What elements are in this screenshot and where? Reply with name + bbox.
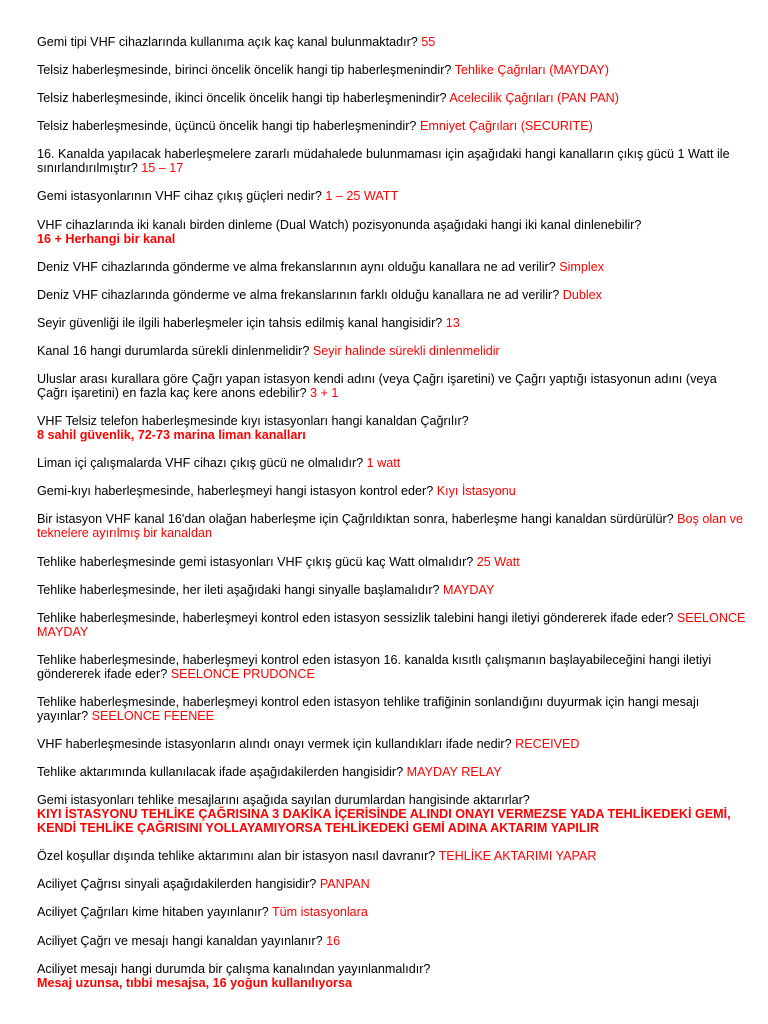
question-text: Telsiz haberleşmesinde, üçüncü öncelik hangi tip haberleşmenindir? bbox=[37, 119, 417, 134]
question-text: Gemi tipi VHF cihazlarında kullanıma açık kaç kanal bulunmaktadır? bbox=[37, 35, 418, 49]
answer-text: RECEIVED bbox=[515, 736, 580, 751]
question-text: VHF Telsiz telefon haberleşmesinde kıyı istasyonları hangi kanaldan Çağrılır? bbox=[37, 414, 469, 429]
answer-text: 15 – 17 bbox=[141, 161, 184, 176]
answer-text: 8 sahil güvenlik, 72-73 marina liman kanalları bbox=[37, 428, 306, 443]
question-text: VHF cihazlarında iki kanalı birden dinleme (Dual Watch) pozisyonunda aşağıdaki hangi iki kanal dinlenebilir? bbox=[37, 217, 642, 232]
question-text: Gemi istasyonları tehlike mesajlarını aşağıda sayılan durumlardan hangisinde aktarırlar? bbox=[37, 793, 530, 808]
answer-text: Boş olan ve teknelere ayırılmış bir kanaldan bbox=[37, 512, 743, 541]
qa-item bbox=[37, 189, 749, 203]
question-text: Telsiz haberleşmesinde, birinci öncelik öncelik hangi tip haberleşmenindir? bbox=[37, 63, 452, 78]
answer-text: Seyir halinde sürekli dinlenmelidir bbox=[312, 343, 500, 358]
question-text: Tehlike aktarımında kullanılacak ifade aşağıdakilerden hangisidir? bbox=[37, 765, 404, 780]
qa-item bbox=[37, 344, 749, 358]
answer-text: 16 bbox=[326, 933, 341, 948]
question-text: Tehlike haberleşmesinde gemi istasyonları VHF çıkış gücü kaç Watt olmalıdır? bbox=[37, 554, 474, 569]
qa-item bbox=[37, 260, 749, 274]
question-text: Uluslar arası kurallara göre Çağrı yapan istasyon kendi adını (veya Çağrı işaretini) ve Çağrı yaptığı istasyonun adını (veya Çağrı işaretini) en fazla kaç kere anons edebilir? bbox=[37, 372, 717, 401]
answer-text: Acelecilik Çağrıları (PAN PAN) bbox=[449, 91, 619, 106]
answer-text: Mesaj uzunsa, tıbbi mesajsa, 16 yoğun kullanılıyorsa bbox=[37, 975, 352, 990]
qa-item bbox=[37, 934, 749, 948]
qa-item bbox=[37, 35, 749, 49]
answer-text: 25 Watt bbox=[476, 554, 520, 569]
question-text: Özel koşullar dışında tehlike aktarımını alan bir istasyon nasıl davranır? bbox=[37, 849, 436, 864]
qa-item bbox=[37, 611, 749, 639]
answer-text: 3 + 1 bbox=[310, 386, 339, 401]
qa-item bbox=[37, 119, 749, 133]
question-text: Gemi istasyonlarının VHF cihaz çıkış güçleri nedir? bbox=[37, 189, 322, 204]
answer-text: SEELONCE PRUDONCE bbox=[170, 666, 315, 681]
answer-text: Emniyet Çağrıları (SECURITE) bbox=[419, 119, 593, 134]
question-text: Deniz VHF cihazlarında gönderme ve alma frekanslarının aynı olduğu kanallara ne ad verilir? bbox=[37, 259, 556, 274]
qa-item bbox=[37, 793, 749, 835]
qa-item bbox=[37, 316, 749, 330]
qa-item bbox=[37, 218, 749, 246]
qa-item bbox=[37, 737, 749, 751]
question-text: Tehlike haberleşmesinde, haberleşmeyi kontrol eden istasyon sessizlik talebini hangi iletiyi göndererek ifade eder? bbox=[37, 610, 674, 625]
answer-text: TEHLİKE AKTARIMI YAPAR bbox=[438, 849, 597, 864]
answer-text: PANPAN bbox=[319, 877, 370, 892]
question-text: 16. Kanalda yapılacak haberleşmelere zararlı müdahalede bulunmaması için aşağıdaki hangi kanalların çıkış gücü 1 Watt ile sınırlandırılmıştır? bbox=[37, 147, 730, 176]
answer-text: Tüm istasyonlara bbox=[271, 905, 368, 920]
qa-item bbox=[37, 372, 749, 400]
question-text: Gemi-kıyı haberleşmesinde, haberleşmeyi hangi istasyon kontrol eder? bbox=[37, 484, 434, 499]
answer-text: 55 bbox=[421, 35, 436, 49]
document-body bbox=[37, 35, 749, 1004]
qa-item bbox=[37, 147, 749, 175]
qa-item bbox=[37, 877, 749, 891]
question-text: Aciliyet Çağrısı sinyali aşağıdakilerden hangisidir? bbox=[37, 877, 317, 892]
qa-item bbox=[37, 484, 749, 498]
qa-item bbox=[37, 849, 749, 863]
qa-item bbox=[37, 414, 749, 442]
question-text: Telsiz haberleşmesinde, ikinci öncelik öncelik hangi tip haberleşmenindir? bbox=[37, 91, 447, 106]
question-text: Tehlike haberleşmesinde, haberleşmeyi kontrol eden istasyon tehlike trafiğinin sonlandığını duyurmak için hangi mesajı yayınlar? bbox=[37, 694, 700, 723]
question-text: Deniz VHF cihazlarında gönderme ve alma frekanslarının farklı olduğu kanallara ne ad verilir? bbox=[37, 287, 560, 302]
qa-item bbox=[37, 653, 749, 681]
answer-text: MAYDAY RELAY bbox=[406, 765, 502, 780]
answer-text: Dublex bbox=[562, 287, 602, 302]
qa-item bbox=[37, 512, 749, 540]
answer-text: SEELONCE MAYDAY bbox=[37, 610, 746, 639]
answer-text: Simplex bbox=[559, 259, 605, 274]
qa-item bbox=[37, 91, 749, 105]
answer-text: 13 bbox=[445, 315, 460, 330]
qa-item bbox=[37, 63, 749, 77]
answer-text: 1 – 25 WATT bbox=[325, 189, 399, 204]
answer-text: 16 + Herhangi bir kanal bbox=[37, 231, 176, 246]
answer-text: KIYI İSTASYONU TEHLİKE ÇAĞRISINA 3 DAKİKA İÇERİSİNDE ALINDI ONAYI VERMEZSE YADA TEHLİKEDEKİ GEMİ, KENDİ TEHLİKE ÇAĞRISINI YOLLAYAMIYORSA TEHLİKEDEKİ GEMİ ADINA AKTARIM YAPILIR bbox=[37, 807, 731, 836]
question-text: Aciliyet Çağrı ve mesajı hangi kanaldan yayınlanır? bbox=[37, 933, 323, 948]
qa-item bbox=[37, 456, 749, 470]
question-text: Kanal 16 hangi durumlarda sürekli dinlenmelidir? bbox=[37, 343, 310, 358]
question-text: Liman içi çalışmalarda VHF cihazı çıkış gücü ne olmalıdır? bbox=[37, 456, 364, 471]
qa-item bbox=[37, 555, 749, 569]
answer-text: MAYDAY bbox=[443, 582, 495, 597]
answer-text: SEELONCE FEENEE bbox=[91, 708, 215, 723]
answer-text: Tehlike Çağrıları (MAYDAY) bbox=[454, 63, 609, 78]
qa-item bbox=[37, 962, 749, 990]
question-text: VHF haberleşmesinde istasyonların alındı onayı vermek için kullandıkları ifade nedir? bbox=[37, 736, 512, 751]
qa-item bbox=[37, 905, 749, 919]
qa-item bbox=[37, 583, 749, 597]
question-text: Bir istasyon VHF kanal 16'dan olağan haberleşme için Çağrıldıktan sonra, haberleşme hangi kanaldan sürdürülür? bbox=[37, 512, 674, 527]
question-text: Seyir güvenliği ile ilgili haberleşmeler için tahsis edilmiş kanal hangisidir? bbox=[37, 315, 443, 330]
answer-text: 1 watt bbox=[366, 456, 401, 471]
question-text: Aciliyet Çağrıları kime hitaben yayınlanır? bbox=[37, 905, 269, 920]
question-text: Aciliyet mesajı hangi durumda bir çalışma kanalından yayınlanmalıdır? bbox=[37, 961, 431, 976]
qa-item bbox=[37, 288, 749, 302]
question-text: Tehlike haberleşmesinde, haberleşmeyi kontrol eden istasyon 16. kanalda kısıtlı çalışmanın başlayabileceğini hangi iletiyi göndererek ifade eder? bbox=[37, 652, 712, 681]
question-text: Tehlike haberleşmesinde, her ileti aşağıdaki hangi sinyalle başlamalıdır? bbox=[37, 582, 440, 597]
qa-item bbox=[37, 695, 749, 723]
answer-text: Kıyı İstasyonu bbox=[436, 484, 516, 499]
qa-item bbox=[37, 765, 749, 779]
